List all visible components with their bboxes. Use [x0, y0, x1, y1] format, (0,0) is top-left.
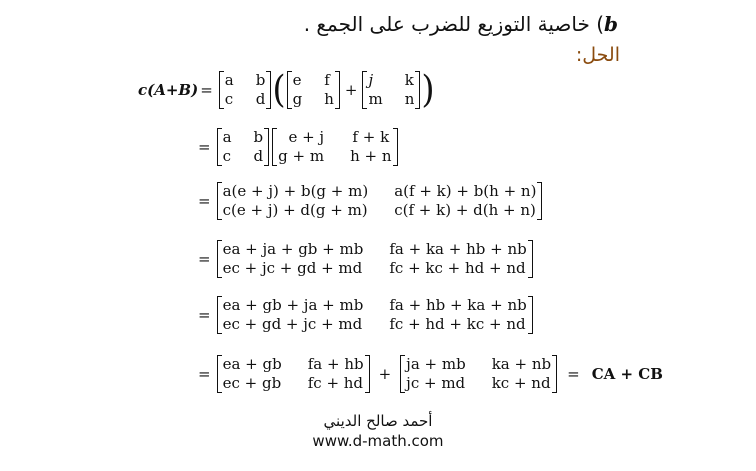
matrix-cell: g	[292, 90, 303, 108]
equals-sign: =	[567, 365, 580, 383]
matrix-cell: e + j	[288, 128, 325, 146]
problem-title	[304, 12, 618, 36]
matrix-product	[217, 182, 543, 220]
matrix-cell: a(f + k) + b(h + n)	[394, 182, 537, 200]
solution-label: الحل:	[575, 44, 620, 66]
step-1	[138, 68, 436, 112]
matrix-cell: a(e + j) + b(g + m)	[222, 182, 369, 200]
final-result: CA + CB	[591, 365, 663, 383]
matrix-cell: d	[255, 90, 266, 108]
matrix-cell: f + k	[352, 128, 390, 146]
matrix-cell: a	[224, 71, 234, 89]
matrix-cell: jc + md	[406, 374, 466, 392]
matrix-cell: h	[324, 90, 334, 108]
problem-letter: b	[604, 12, 618, 36]
matrix-cell: ka + nb	[491, 355, 552, 373]
matrix-cell: kc + nd	[491, 374, 551, 392]
matrix-cell: fc + hd	[307, 374, 364, 392]
matrix-cell: g + m	[278, 147, 325, 165]
matrix-expanded	[217, 240, 533, 278]
matrix-cell: ea + ja + gb + mb	[222, 240, 364, 258]
step-2	[198, 128, 398, 166]
matrix-cell: ec + gd + jc + md	[222, 315, 363, 333]
matrix-cell: ec + jc + gd + md	[222, 259, 363, 277]
website-link[interactable]: www.d-math.com	[312, 432, 444, 450]
matrix-cell: h + n	[350, 147, 392, 165]
matrix-cell: m	[368, 90, 383, 108]
matrix-cell: c(e + j) + d(g + m)	[222, 201, 368, 219]
matrix-cell: n	[404, 90, 415, 108]
matrix-cell: c(f + k) + d(h + n)	[394, 201, 536, 219]
step-6	[198, 355, 663, 393]
matrix-a	[287, 71, 340, 109]
matrix-ca	[217, 355, 370, 393]
matrix-cell: ja + mb	[406, 355, 466, 373]
matrix-cell: j	[368, 71, 374, 89]
step-4	[198, 240, 533, 278]
step-5	[198, 296, 533, 334]
matrix-cell: k	[404, 71, 414, 89]
matrix-cell: c	[224, 90, 234, 108]
problem-paren: )	[596, 12, 605, 36]
matrix-cell: fa + hb	[307, 355, 364, 373]
open-paren: (	[272, 68, 286, 112]
step-1-lhs: c(A+B)	[138, 81, 199, 99]
matrix-cell: fc + hd + kc + nd	[389, 315, 526, 333]
equals-sign: =	[200, 81, 213, 99]
matrix-c	[219, 71, 272, 109]
matrix-cell: c	[222, 147, 231, 165]
matrix-cell: b	[255, 71, 266, 89]
matrix-c	[217, 128, 270, 166]
matrix-cb	[400, 355, 557, 393]
matrix-cell: a	[222, 128, 232, 146]
equals-sign: =	[198, 250, 211, 268]
matrix-cell: ea + gb	[222, 355, 282, 373]
step-3	[198, 182, 542, 220]
equals-sign: =	[198, 192, 211, 210]
matrix-sum	[272, 128, 397, 166]
equals-sign: =	[198, 365, 211, 383]
matrix-cell: d	[253, 147, 264, 165]
matrix-cell: fa + ka + hb + nb	[389, 240, 527, 258]
matrix-cell: b	[253, 128, 264, 146]
matrix-cell: ea + gb + ja + mb	[222, 296, 364, 314]
close-paren: )	[421, 68, 435, 112]
problem-text: خاصية التوزيع للضرب على الجمع .	[303, 12, 590, 36]
matrix-cell: ec + gb	[222, 374, 282, 392]
matrix-b	[362, 71, 420, 109]
matrix-cell: e	[292, 71, 302, 89]
plus-sign: +	[378, 365, 392, 383]
author-name: أحمد صالح الديني	[323, 412, 433, 430]
plus-sign: +	[344, 81, 358, 99]
matrix-rearranged	[217, 296, 533, 334]
matrix-cell: fc + kc + hd + nd	[389, 259, 526, 277]
matrix-cell: f	[324, 71, 330, 89]
matrix-cell: fa + hb + ka + nb	[389, 296, 527, 314]
equals-sign: =	[198, 138, 211, 156]
equals-sign: =	[198, 306, 211, 324]
